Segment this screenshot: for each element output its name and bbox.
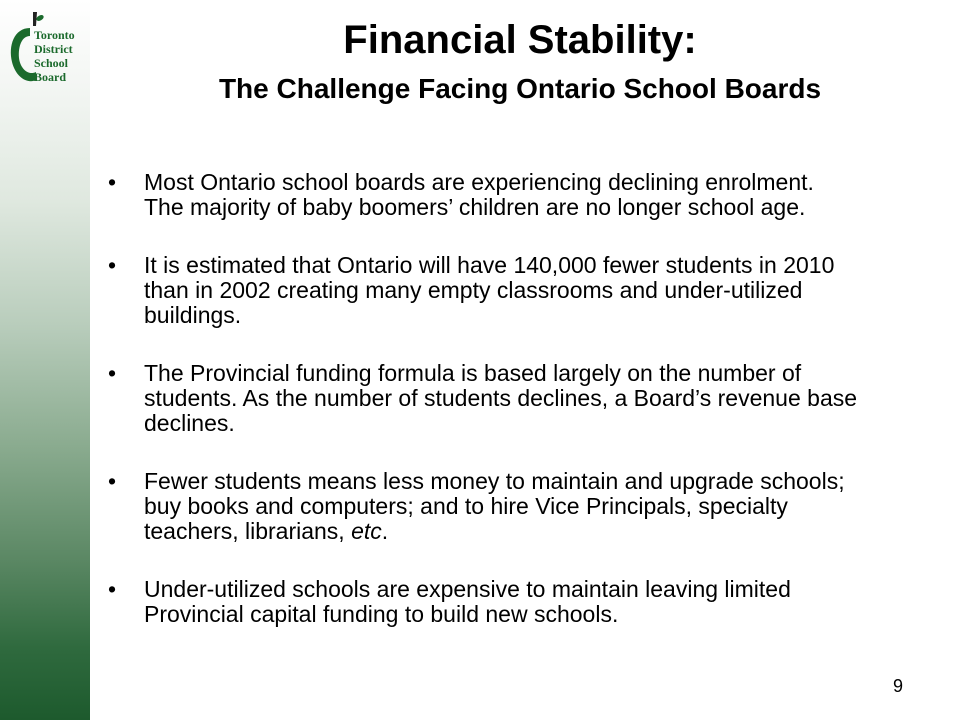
bullet-text: The Provincial funding formula is based largely on the number of students. As the number of students declines, a Board’s revenue base declines. [144, 360, 858, 436]
bullet-item [108, 469, 858, 544]
bullet-item [108, 253, 858, 328]
bullet-text: Most Ontario school boards are experiencing declining enrolment. The majority of baby boomers’ children are no longer school age. [144, 169, 814, 220]
bullet-dot: • [108, 169, 117, 195]
decorative-green-band [0, 0, 90, 720]
bullet-text-italic: etc [351, 518, 382, 544]
bullet-list [108, 170, 858, 660]
logo-line-2: District [34, 42, 73, 56]
title-main: Financial Stability: [343, 18, 697, 62]
logo-wordmark [34, 28, 94, 84]
bullet-dot: • [108, 360, 117, 386]
bullet-text [144, 468, 845, 544]
page-number: 9 [893, 676, 904, 696]
bullet-item [108, 361, 858, 436]
title-subtitle: The Challenge Facing Ontario School Boards [218, 73, 822, 104]
bullet-dot: • [108, 576, 117, 602]
tdsb-logo [6, 6, 88, 102]
bullet-item [108, 170, 858, 220]
bullet-text: It is estimated that Ontario will have 140,000 fewer students in 2010 than in 2002 creating many empty classrooms and under-utilized buildings. [144, 252, 835, 328]
logo-line-1: Toronto [34, 28, 75, 42]
bullet-item [108, 577, 858, 627]
bullet-dot: • [108, 468, 117, 494]
bullet-text: Under-utilized schools are expensive to maintain leaving limited Provincial capital funding to build new schools. [144, 576, 791, 627]
slide-title [100, 14, 940, 107]
logo-line-4: Board [34, 70, 67, 84]
bullet-dot: • [108, 252, 117, 278]
bullet-text-part: Fewer students means less money to maintain and upgrade schools; buy books and computers; and to hire Vice Principals, specialty teachers, librarians, [144, 468, 845, 544]
bullet-text-part: . [381, 518, 389, 544]
logo-line-3: School [34, 56, 69, 70]
